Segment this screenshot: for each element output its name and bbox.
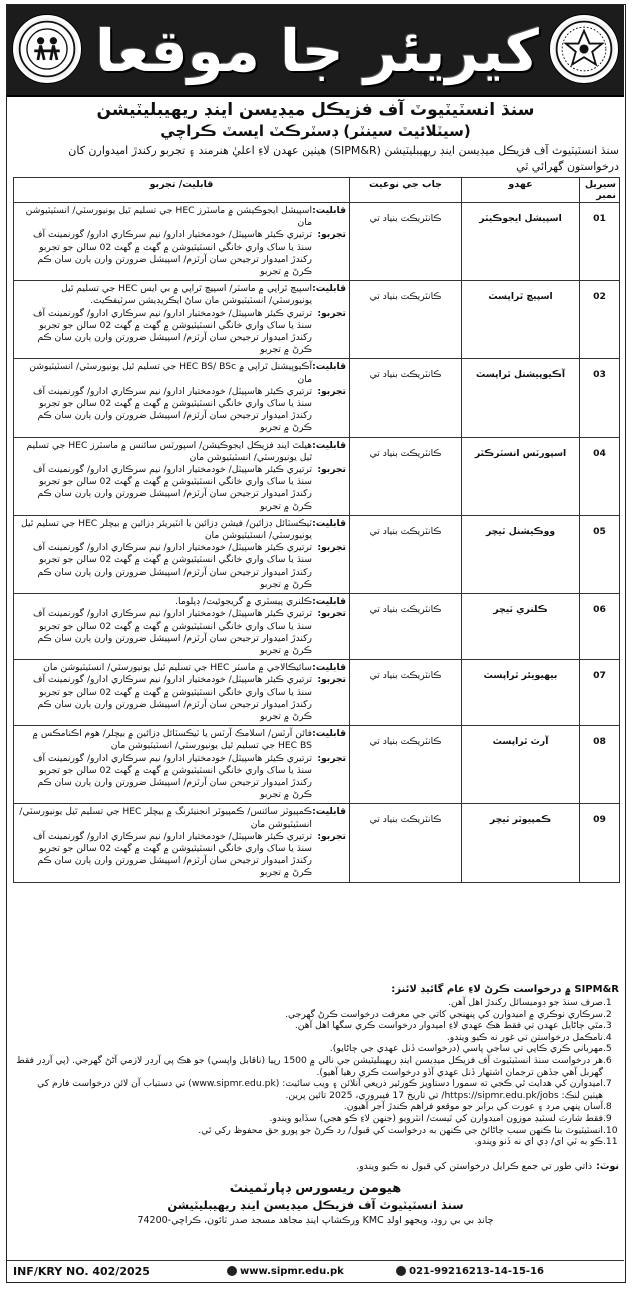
item-text: انسٽيٽيوٽ بنا ڪنهن سبب ڄاڻائڻ جي ڪنهن به درخواست کي قبول/ رد ڪرڻ جو پورو حق محفوظ رکي ٿي. bbox=[198, 1124, 603, 1136]
item-number: 7. bbox=[603, 1078, 612, 1090]
table-row bbox=[14, 203, 620, 281]
experience-label: تجربو: bbox=[317, 385, 346, 397]
qualification-line bbox=[17, 361, 346, 385]
header-post: عهدو bbox=[462, 178, 580, 203]
row-post: ووڪيشنل ٽيچر bbox=[462, 515, 580, 593]
list-item bbox=[15, 1078, 619, 1101]
item-text: ڪو به ٽي اي/ ڊي اي نه ڏنو ويندو. bbox=[474, 1136, 603, 1148]
qualification-text: فائن آرٽس/ اسلامڪ آرٽس يا ٽيڪسٽائل ڊزائين ۾ بيچلر/ هوم اڪنامڪس ۾ HEC BS جي تسليم ٿيل يونيورسٽي/ انسٽيٽيوشن مان bbox=[32, 728, 312, 752]
item-text: آسان پنهي مرد ۽ عورت کي برابر جو موقعو فراهم ڪندڙ آجر آهيون. bbox=[343, 1101, 603, 1113]
row-requirements bbox=[14, 726, 350, 804]
item-number: 6. bbox=[603, 1054, 612, 1066]
row-post: آرٽ ٿراپسٽ bbox=[462, 726, 580, 804]
phone-icon bbox=[396, 1266, 406, 1276]
row-job-nature: ڪانٽريڪٽ بنياد تي bbox=[350, 660, 462, 726]
experience-text: ترتيري ڪيئر هاسپيٽل/ خودمختيار ادارو/ نيم سرڪاري ادارو/ گورنمينٽ آف سنڌ يا ساک واري خانگي انسٽيٽيوشن ۾ گهٽ ۾ گهٽ 02 سالن جو تجربو رکندڙ اميدوار ترجيحن سان آرٽزم/ اسپيشل ضرورتن وارن ٻارن سان ڪم ڪرڻ ۾ تجربو bbox=[33, 608, 312, 656]
experience-line bbox=[17, 386, 346, 435]
row-job-nature: ڪانٽريڪٽ بنياد تي bbox=[350, 515, 462, 593]
list-item bbox=[15, 1032, 619, 1044]
list-item bbox=[15, 1020, 619, 1032]
organization-name: سنڌ انسٽيٽيوٽ آف فزيڪل ميڊيسن اينڊ ريهيبليٽيشن bbox=[96, 100, 535, 120]
qualification-line bbox=[17, 440, 346, 464]
row-requirements bbox=[14, 660, 350, 726]
table-row bbox=[14, 359, 620, 437]
qualification-label: قابليت: bbox=[312, 361, 346, 373]
row-post: اسپيچ ٿراپسٽ bbox=[462, 281, 580, 359]
item-text: مٿي ڄاڻايل عهدن تي فقط هڪ عهدي لاءِ اميدوار درخواست ڪري سگها اهل آهن. bbox=[294, 1020, 603, 1032]
list-item bbox=[15, 1136, 619, 1148]
item-number: 3. bbox=[603, 1020, 612, 1032]
list-item bbox=[15, 1113, 619, 1125]
row-job-nature: ڪانٽريڪٽ بنياد تي bbox=[350, 281, 462, 359]
row-requirements bbox=[14, 515, 350, 593]
item-number: 5. bbox=[603, 1043, 612, 1055]
table-row bbox=[14, 726, 620, 804]
experience-line bbox=[17, 308, 346, 357]
phone-text: 021-99216213-14-15-16 bbox=[409, 1266, 544, 1277]
list-item bbox=[15, 1125, 619, 1137]
government-seal-icon bbox=[553, 18, 615, 80]
row-serial: 06 bbox=[580, 594, 620, 660]
item-text: مهرباني ڪري ڪاپي تي ساجي پاسي (درخواست ڏنل عهدي جي ڄاڻايو). bbox=[329, 1043, 603, 1055]
row-serial: 08 bbox=[580, 726, 620, 804]
header-requirements: قابليت/ تجربو bbox=[14, 178, 350, 203]
footer-bar bbox=[7, 1260, 624, 1282]
item-number: 1. bbox=[603, 997, 612, 1008]
website-link[interactable] bbox=[227, 1261, 344, 1283]
experience-label: تجربو: bbox=[317, 608, 346, 620]
qualification-text: اسپيشل ايجوڪيشن ۾ ماسٽرز HEC جي تسليم ٿيل يونيورسٽي/ انسٽيٽيوشن مان bbox=[25, 205, 312, 229]
header-banner bbox=[7, 5, 624, 97]
row-post: آڪيوپيشنل ٿراپسٽ bbox=[462, 359, 580, 437]
experience-line bbox=[17, 608, 346, 657]
row-requirements bbox=[14, 594, 350, 660]
experience-line bbox=[17, 674, 346, 723]
qualification-label: قابليت: bbox=[312, 596, 346, 608]
row-job-nature: ڪانٽريڪٽ بنياد تي bbox=[350, 594, 462, 660]
row-job-nature: ڪانٽريڪٽ بنياد تي bbox=[350, 804, 462, 882]
row-post: ڪمپيوٽر ٽيچر bbox=[462, 804, 580, 882]
experience-label: تجربو: bbox=[317, 464, 346, 476]
table-row bbox=[14, 660, 620, 726]
qualification-text: ڪمپيوٽر سائنس/ ڪمپيوٽر انجنيئرنگ ۾ بيچلر HEC جي تسليم ٿيل يونيورسٽي/ انسٽيٽيوشن مان bbox=[19, 806, 312, 830]
experience-line bbox=[17, 542, 346, 591]
row-requirements bbox=[14, 804, 350, 882]
item-text: نامڪمل درخواستن تي غور نه ڪيو ويندو. bbox=[446, 1031, 603, 1043]
row-requirements bbox=[14, 359, 350, 437]
table-row bbox=[14, 437, 620, 515]
organization-branch: (سيٽلائيٽ سينٽر) ڊسٽرڪٽ ايسٽ ڪراچي bbox=[160, 122, 471, 140]
qualification-line bbox=[17, 662, 346, 674]
row-job-nature: ڪانٽريڪٽ بنياد تي bbox=[350, 726, 462, 804]
note-text: ذاتي طور تي جمع ڪرايل درخواستن کي قبول نه ڪيو ويندو. bbox=[356, 1161, 593, 1172]
qualification-label: قابليت: bbox=[312, 439, 346, 451]
experience-label: تجربو: bbox=[317, 674, 346, 686]
experience-label: تجربو: bbox=[317, 307, 346, 319]
experience-text: ترتيري ڪيئر هاسپيٽل/ خودمختيار ادارو/ نيم سرڪاري ادارو/ گورنمينٽ آف سنڌ يا ساک واري خانگي انسٽيٽيوشن ۾ گهٽ ۾ گهٽ 02 سالن جو تجربو رکندڙ اميدوار ترجيحن سان آرٽزم/ اسپيشل ضرورتن وارن ٻارن سان ڪم ڪرڻ ۾ تجربو bbox=[33, 385, 312, 434]
qualification-line bbox=[17, 806, 346, 830]
note-label: نوٽ: bbox=[596, 1161, 619, 1172]
qualification-label: قابليت: bbox=[312, 728, 346, 740]
item-text: صرف سنڌ جو ڊوميسائل رکندڙ اهل آهن. bbox=[448, 997, 603, 1008]
row-serial: 07 bbox=[580, 660, 620, 726]
item-text: هر درخواست سنڌ انسٽيٽيوٽ آف فزيڪل ميڊيسن اينڊ ريهيبليٽيشن جي نالي ۾ 1500 رپيا (ناقابل واپسي) جو هڪ پي آرڊر لازمي آڻڻ گهرجي. (پي آرڊر فقط گهربل آهي جڏهن ترجمان اشتهار ڏنل عهدي آڏو درخواست ڪري رهيا آهيو). bbox=[16, 1054, 603, 1078]
row-serial: 01 bbox=[580, 203, 620, 281]
item-text: فقط شارٽ لسٽيڊ موزون اميدوارن کي ٽيسٽ/ انٽرويو (جنهن لاءِ ڪو هجي) سڏايو ويندو. bbox=[269, 1112, 603, 1124]
experience-text: ترتيري ڪيئر هاسپيٽل/ خودمختيار ادارو/ نيم سرڪاري ادارو/ گورنمينٽ آف سنڌ يا ساک واري خانگي انسٽيٽيوشن ۾ گهٽ ۾ گهٽ 02 سالن جو تجربو رکندڙ اميدوار ترجيحن سان آرٽزم/ اسپيشل ضرورتن وارن ٻارن سان ڪم ڪرڻ ۾ تجربو bbox=[33, 542, 312, 590]
item-number: 10. bbox=[603, 1124, 618, 1136]
qualification-label: قابليت: bbox=[312, 806, 346, 818]
qualification-label: قابليت: bbox=[312, 205, 346, 216]
experience-label: تجربو: bbox=[317, 229, 346, 241]
qualification-text: سائيڪالاجي ۾ ماسٽر HEC جي تسليم ٿيل يونيورسٽي/ انسٽيٽيوشن مان bbox=[43, 662, 312, 674]
experience-text: ترتيري ڪيئر هاسپيٽل/ خودمختيار ادارو/ نيم سرڪاري ادارو/ گورنمينٽ آف سنڌ يا ساک واري خانگي انسٽيٽيوشن ۾ گهٽ ۾ گهٽ 02 سالن جو تجربو رکندڙ اميدوار ترجيحن سان آرٽزم/ اسپيشل ضرورتن وارن ٻارن سان ڪم ڪرڻ ۾ تجربو bbox=[33, 674, 312, 722]
row-serial: 04 bbox=[580, 437, 620, 515]
header-nature: جاب جي نوعيت bbox=[350, 178, 462, 203]
item-number: 2. bbox=[603, 1008, 612, 1020]
row-post: اسپورٽس انسٽرڪٽر bbox=[462, 437, 580, 515]
vacancy-table bbox=[13, 177, 620, 883]
row-job-nature: ڪانٽريڪٽ بنياد تي bbox=[350, 203, 462, 281]
qualification-line bbox=[17, 283, 346, 307]
row-post: اسپيشل ايجوڪيٽر bbox=[462, 203, 580, 281]
instructions-heading: SIPM&R ۾ درخواست ڪرڻ لاءِ عام گائيڊ لائنز: bbox=[391, 984, 619, 995]
qualification-line bbox=[17, 596, 346, 608]
qualification-label: قابليت: bbox=[312, 662, 346, 674]
header-serial: سيريل نمبر bbox=[580, 178, 620, 203]
item-number: 11. bbox=[603, 1136, 618, 1148]
list-item bbox=[15, 1009, 619, 1021]
row-post: ڪلنري ٽيچر bbox=[462, 594, 580, 660]
footer-address: چانڊ بي بي روڊ، ويجهو اولڊ KMC ورڪشاپ اينڊ مجاهد مسجد صدر ٽائون، ڪراچي-74200 bbox=[137, 1215, 494, 1226]
row-requirements bbox=[14, 281, 350, 359]
row-job-nature: ڪانٽريڪٽ بنياد تي bbox=[350, 437, 462, 515]
intro-text: سنڌ انسٽيٽيوٽ آف فزيڪل ميڊيسن اينڊ ريهيبليٽيشن (SIPM&R) هيٺين عهدن لاءِ اعليٰ هنرمند ۽ تجربو رکندڙ اميدوارن کان درخواستون گهرائي ٿي bbox=[68, 144, 619, 173]
footer-organization: سنڌ انسٽيٽيوٽ آف فزيڪل ميڊيسن اينڊ ريهيبليٽيشن bbox=[167, 1198, 464, 1212]
experience-text: ترتيري ڪيئر هاسپيٽل/ خودمختيار ادارو/ نيم سرڪاري ادارو/ گورنمينٽ آف سنڌ يا ساک واري خانگي انسٽيٽيوشن ۾ گهٽ ۾ گهٽ 02 سالن جو تجربو رکندڙ اميدوار ترجيحن سان آرٽزم/ اسپيشل ضرورتن وارن ٻارن سان ڪم ڪرڻ ۾ تجربو bbox=[33, 464, 312, 512]
experience-text: ترتيري ڪيئر هاسپيٽل/ خودمختيار ادارو/ نيم سرڪاري ادارو/ گورنمينٽ آف سنڌ يا ساک واري خانگي انسٽيٽيوشن ۾ گهٽ ۾ گهٽ 02 سالن جو تجربو رکندڙ اميدوار ترجيحن سان آرٽزم/ اسپيشل ضرورتن وارن ٻارن سان ڪم ڪرڻ ۾ تجربو bbox=[33, 307, 312, 356]
item-text: اميدوارن کي هدايت ٿي ڪجي ته سمورا دستاويز ڪورئير ذريعي آنلائن ۽ ويب سائيٽ: (www.sipmr.edu.pk) تي دستياب آن لائن درخواست فارم کي هيٺين لنڪ: https://sipmr.edu.pk/jobs/ تي تاريخ 17 فيبروري، 2025 تائين پرين. bbox=[37, 1078, 603, 1101]
qualification-text: هيلٿ اينڊ فزيڪل ايجوڪيشن/ اسپورٽس سائنس ۾ ماسٽرز HEC جي تسليم ٿيل يونيورسٽي/ انسٽيٽيوشن مان bbox=[26, 439, 312, 463]
instructions-list bbox=[15, 997, 619, 1148]
row-serial: 03 bbox=[580, 359, 620, 437]
item-number: 9. bbox=[603, 1112, 612, 1124]
list-item bbox=[15, 997, 619, 1009]
experience-text: ترتيري ڪيئر هاسپيٽل/ خودمختيار ادارو/ نيم سرڪاري ادارو/ گورنمينٽ آف سنڌ يا ساک واري خانگي انسٽيٽيوشن ۾ گهٽ ۾ گهٽ 02 سالن جو تجربو رکندڙ اميدوار ترجيحن سان آرٽزم/ اسپيشل ضرورتن وارن ٻارن سان ڪم ڪرڻ ۾ تجربو bbox=[33, 752, 312, 801]
table-header-row bbox=[14, 178, 620, 203]
phone-number bbox=[396, 1261, 544, 1283]
row-serial: 09 bbox=[580, 804, 620, 882]
row-post: بيهيويئر ٿراپسٽ bbox=[462, 660, 580, 726]
item-number: 4. bbox=[603, 1031, 612, 1043]
qualification-line bbox=[17, 728, 346, 752]
experience-label: تجربو: bbox=[317, 542, 346, 554]
qualification-text: آڪيوپيشنل ٿراپي ۾ HEC BS/ BSc جي تسليم ٿيل يونيورسٽي/ انسٽيٽيوشن مان bbox=[29, 361, 312, 385]
qualification-line bbox=[17, 518, 346, 542]
experience-text: ترتيري ڪيئر هاسپيٽل/ خودمختيار ادارو/ نيم سرڪاري ادارو/ گورنمينٽ آف سنڌ يا ساک واري خانگي انسٽيٽيوشن ۾ گهٽ ۾ گهٽ 02 سالن جو تجربو رکندڙ اميدوار ترجيحن سان آرٽزم/ اسپيشل ضرورتن وارن ٻارن سان ڪم ڪرڻ ۾ تجربو bbox=[33, 830, 312, 879]
inf-number: INF/KRY NO. 402/2025 bbox=[13, 1265, 150, 1278]
item-number: 8. bbox=[603, 1101, 612, 1113]
row-job-nature: ڪانٽريڪٽ بنياد تي bbox=[350, 359, 462, 437]
list-item bbox=[15, 1043, 619, 1055]
table-row bbox=[14, 281, 620, 359]
experience-label: تجربو: bbox=[317, 830, 346, 842]
page-title: کيريئر جا موقعا bbox=[95, 17, 539, 85]
experience-line bbox=[17, 229, 346, 278]
qualification-line bbox=[17, 205, 346, 229]
qualification-text: ٽيڪسٽائل ڊزائين/ فيشن ڊزائين يا انٽيريئر ڊزائين ۾ بيچلر HEC جي تسليم ٿيل يونيورسٽي/ انسٽيٽيوشن مان bbox=[21, 517, 312, 542]
globe-icon bbox=[227, 1266, 237, 1276]
row-requirements bbox=[14, 437, 350, 515]
list-item bbox=[15, 1055, 619, 1078]
experience-label: تجربو: bbox=[317, 752, 346, 764]
website-text: www.sipmr.edu.pk bbox=[240, 1266, 344, 1277]
row-serial: 02 bbox=[580, 281, 620, 359]
experience-line bbox=[17, 464, 346, 513]
qualification-label: قابليت: bbox=[312, 517, 346, 529]
department-name: هيومن ريسورس ڊپارٽمينٽ bbox=[229, 1181, 402, 1196]
qualification-text: اسپيچ ٿراپي ۾ ماسٽر/ اسپيچ ٿراپي ۾ بي ايس HEC جي تسليم ٿيل يونيورسٽي/ انسٽيٽيوشن مان ساڻ ايڪريڊيشن سرٽيفڪيٽ. bbox=[61, 283, 312, 307]
institute-logo bbox=[13, 15, 81, 83]
table-row bbox=[14, 515, 620, 593]
experience-line bbox=[17, 753, 346, 802]
advertisement-page bbox=[6, 4, 626, 1283]
table-row bbox=[14, 804, 620, 882]
experience-line bbox=[17, 831, 346, 880]
qualification-label: قابليت: bbox=[312, 283, 346, 295]
table-row bbox=[14, 594, 620, 660]
institute-logo-icon bbox=[16, 18, 78, 80]
note bbox=[15, 1161, 619, 1172]
qualification-text: ڪلنري پيسٽري ۾ گريجوئيٽ/ ڊپلوما. bbox=[175, 596, 312, 608]
sindh-government-seal bbox=[550, 15, 618, 83]
row-serial: 05 bbox=[580, 515, 620, 593]
experience-text: ترتيري ڪيئر هاسپيٽل/ خودمختيار ادارو/ نيم سرڪاري ادارو/ گورنمينٽ آف سنڌ يا ساک واري خانگي انسٽيٽيوشن ۾ گهٽ ۾ گهٽ 02 سالن جو تجربو رکندڙ اميدوار ترجيحن سان آرٽزم/ اسپيشل ضرورتن وارن ٻارن سان ڪم ڪرڻ ۾ تجربو bbox=[33, 229, 312, 278]
list-item bbox=[15, 1101, 619, 1113]
item-text: سرڪاري نوڪري ۾ اميدوارن کي پنهنجي کاتي جي معرفت درخواست ڪرڻ گهرجي. bbox=[285, 1008, 603, 1020]
row-requirements bbox=[14, 203, 350, 281]
